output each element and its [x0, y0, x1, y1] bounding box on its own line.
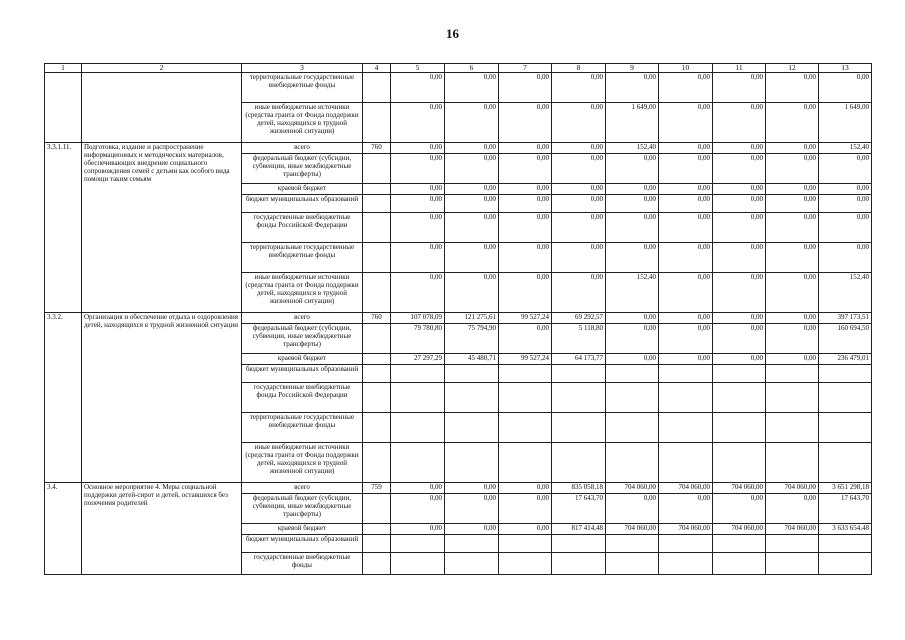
- responsible-code: [363, 273, 391, 313]
- row-code: 3.3.1.11.: [45, 143, 82, 313]
- amount-cell: [819, 553, 872, 575]
- amount-cell: 0,00: [713, 494, 766, 524]
- column-header-6: 6: [445, 64, 499, 73]
- amount-cell: 0,00: [606, 213, 659, 243]
- amount-cell: 0,00: [659, 313, 713, 324]
- amount-cell: 0,00: [499, 154, 552, 184]
- table-row: [45, 143, 872, 154]
- amount-cell: 0,00: [659, 143, 713, 154]
- amount-cell: 152,40: [606, 143, 659, 154]
- amount-cell: 0,00: [819, 213, 872, 243]
- amount-cell: 0,00: [391, 243, 445, 273]
- amount-cell: 0,00: [552, 273, 606, 313]
- column-header-11: 11: [713, 64, 766, 73]
- amount-cell: 0,00: [445, 143, 499, 154]
- responsible-code: [363, 184, 391, 195]
- funding-source: краевой бюджет: [242, 524, 363, 535]
- amount-cell: 0,00: [659, 243, 713, 273]
- column-header-4: 4: [363, 64, 391, 73]
- amount-cell: 0,00: [766, 103, 819, 143]
- amount-cell: [606, 535, 659, 553]
- row-activity-name: Основное мероприятие 4. Меры социальной поддержки детей-сирот и детей, оставшихся без попечения родителей: [82, 483, 242, 575]
- amount-cell: [499, 535, 552, 553]
- amount-cell: 0,00: [391, 143, 445, 154]
- amount-cell: 69 292,57: [552, 313, 606, 324]
- amount-cell: [445, 365, 499, 383]
- amount-cell: 704 060,00: [713, 524, 766, 535]
- amount-cell: 0,00: [606, 354, 659, 365]
- budget-table: [44, 63, 872, 575]
- amount-cell: 0,00: [659, 494, 713, 524]
- amount-cell: 3 651 298,18: [819, 483, 872, 494]
- amount-cell: 0,00: [499, 483, 552, 494]
- amount-cell: [819, 413, 872, 443]
- amount-cell: 704 060,00: [766, 524, 819, 535]
- responsible-code: [363, 383, 391, 413]
- column-header-12: 12: [766, 64, 819, 73]
- amount-cell: 0,00: [713, 324, 766, 354]
- amount-cell: 0,00: [552, 143, 606, 154]
- amount-cell: [606, 553, 659, 575]
- funding-source: государственные внебюджетные фонды Российской Федерации: [242, 213, 363, 243]
- responsible-code: [363, 553, 391, 575]
- amount-cell: 45 480,71: [445, 354, 499, 365]
- amount-cell: [713, 383, 766, 413]
- amount-cell: [552, 383, 606, 413]
- amount-cell: 0,00: [713, 243, 766, 273]
- amount-cell: 0,00: [499, 273, 552, 313]
- amount-cell: 0,00: [766, 184, 819, 195]
- amount-cell: 0,00: [766, 324, 819, 354]
- amount-cell: 0,00: [552, 154, 606, 184]
- amount-cell: 5 118,80: [552, 324, 606, 354]
- amount-cell: 0,00: [659, 103, 713, 143]
- responsible-code: [363, 195, 391, 213]
- amount-cell: [766, 383, 819, 413]
- amount-cell: 0,00: [606, 243, 659, 273]
- amount-cell: [552, 553, 606, 575]
- amount-cell: [659, 535, 713, 553]
- responsible-code: 760: [363, 143, 391, 154]
- amount-cell: 0,00: [445, 483, 499, 494]
- amount-cell: [819, 535, 872, 553]
- amount-cell: 0,00: [713, 273, 766, 313]
- amount-cell: [713, 553, 766, 575]
- amount-cell: 0,00: [391, 524, 445, 535]
- amount-cell: 79 780,80: [391, 324, 445, 354]
- amount-cell: [766, 365, 819, 383]
- amount-cell: 0,00: [766, 243, 819, 273]
- amount-cell: 0,00: [552, 184, 606, 195]
- amount-cell: 160 694,50: [819, 324, 872, 354]
- amount-cell: 0,00: [766, 313, 819, 324]
- row-code: 3.3.2.: [45, 313, 82, 483]
- amount-cell: 0,00: [713, 313, 766, 324]
- amount-cell: [445, 535, 499, 553]
- amount-cell: 0,00: [445, 103, 499, 143]
- amount-cell: 0,00: [766, 143, 819, 154]
- amount-cell: 64 173,77: [552, 354, 606, 365]
- amount-cell: [659, 443, 713, 483]
- column-header-7: 7: [499, 64, 552, 73]
- amount-cell: 0,00: [499, 213, 552, 243]
- column-header-9: 9: [606, 64, 659, 73]
- amount-cell: 0,00: [391, 184, 445, 195]
- funding-source: территориальные государственные внебюджетные фонды: [242, 243, 363, 273]
- amount-cell: 0,00: [499, 103, 552, 143]
- amount-cell: 0,00: [659, 213, 713, 243]
- funding-source: федеральный бюджет (субсидии, субвенции, иные межбюджетные трансферты): [242, 154, 363, 184]
- amount-cell: [552, 443, 606, 483]
- amount-cell: 0,00: [606, 324, 659, 354]
- row-activity-name: Организация и обеспечение отдыха и оздоровления детей, находящихся в трудной жизненной ситуации: [82, 313, 242, 483]
- amount-cell: 3 633 654,48: [819, 524, 872, 535]
- amount-cell: [606, 365, 659, 383]
- amount-cell: 99 527,24: [499, 313, 552, 324]
- amount-cell: 0,00: [445, 213, 499, 243]
- amount-cell: 0,00: [819, 243, 872, 273]
- amount-cell: 704 060,00: [659, 524, 713, 535]
- funding-source: всего: [242, 483, 363, 494]
- column-header-5: 5: [391, 64, 445, 73]
- amount-cell: 397 173,51: [819, 313, 872, 324]
- responsible-code: [363, 535, 391, 553]
- responsible-code: [363, 103, 391, 143]
- amount-cell: [713, 413, 766, 443]
- funding-source: краевой бюджет: [242, 184, 363, 195]
- column-header-13: 13: [819, 64, 872, 73]
- amount-cell: [766, 535, 819, 553]
- amount-cell: [819, 383, 872, 413]
- amount-cell: 0,00: [819, 154, 872, 184]
- amount-cell: 835 058,18: [552, 483, 606, 494]
- amount-cell: 0,00: [713, 184, 766, 195]
- amount-cell: [819, 443, 872, 483]
- amount-cell: 0,00: [445, 195, 499, 213]
- page-number: 16: [446, 26, 459, 41]
- amount-cell: [606, 413, 659, 443]
- amount-cell: 152,40: [819, 273, 872, 313]
- amount-cell: 0,00: [552, 213, 606, 243]
- amount-cell: 0,00: [713, 354, 766, 365]
- funding-source: федеральный бюджет (субсидии, субвенции, иные межбюджетные трансферты): [242, 494, 363, 524]
- amount-cell: 0,00: [713, 103, 766, 143]
- amount-cell: 0,00: [445, 243, 499, 273]
- amount-cell: 0,00: [499, 195, 552, 213]
- responsible-code: 760: [363, 313, 391, 324]
- responsible-code: 759: [363, 483, 391, 494]
- amount-cell: 1 649,00: [819, 103, 872, 143]
- amount-cell: [499, 443, 552, 483]
- amount-cell: [445, 413, 499, 443]
- amount-cell: 0,00: [499, 494, 552, 524]
- amount-cell: [713, 365, 766, 383]
- funding-source: государственные внебюджетные фонды Российской Федерации: [242, 383, 363, 413]
- funding-source: иные внебюджетные источники (средства гранта от Фонда поддержки детей, находящихся в трудной жизненной ситуации): [242, 273, 363, 313]
- funding-source: федеральный бюджет (субсидии, субвенции, иные межбюджетные трансферты): [242, 324, 363, 354]
- amount-cell: 0,00: [391, 273, 445, 313]
- amount-cell: 0,00: [445, 184, 499, 195]
- funding-source: всего: [242, 143, 363, 154]
- amount-cell: 0,00: [659, 195, 713, 213]
- amount-cell: 121 275,61: [445, 313, 499, 324]
- amount-cell: [713, 535, 766, 553]
- amount-cell: 0,00: [499, 184, 552, 195]
- amount-cell: 0,00: [606, 494, 659, 524]
- row-activity-name: [82, 73, 242, 143]
- amount-cell: 0,00: [819, 195, 872, 213]
- amount-cell: [552, 365, 606, 383]
- amount-cell: 0,00: [659, 184, 713, 195]
- responsible-code: [363, 365, 391, 383]
- amount-cell: 0,00: [659, 73, 713, 103]
- amount-cell: 27 297,29: [391, 354, 445, 365]
- amount-cell: 0,00: [391, 103, 445, 143]
- amount-cell: 0,00: [552, 103, 606, 143]
- amount-cell: 0,00: [713, 143, 766, 154]
- amount-cell: [659, 413, 713, 443]
- amount-cell: 17 643,70: [552, 494, 606, 524]
- funding-source: бюджет муниципальных образований: [242, 195, 363, 213]
- amount-cell: [659, 365, 713, 383]
- responsible-code: [363, 324, 391, 354]
- amount-cell: [391, 413, 445, 443]
- amount-cell: [713, 443, 766, 483]
- amount-cell: [499, 365, 552, 383]
- amount-cell: 0,00: [659, 154, 713, 184]
- amount-cell: 704 060,00: [659, 483, 713, 494]
- amount-cell: 0,00: [819, 184, 872, 195]
- amount-cell: 0,00: [552, 195, 606, 213]
- column-header-3: 3: [242, 64, 363, 73]
- amount-cell: 0,00: [766, 213, 819, 243]
- amount-cell: 0,00: [499, 243, 552, 273]
- amount-cell: 0,00: [766, 494, 819, 524]
- funding-source: иные внебюджетные источники (средства гранта от Фонда поддержки детей, находящихся в трудной жизненной ситуации): [242, 443, 363, 483]
- column-header-10: 10: [659, 64, 713, 73]
- funding-source: бюджет муниципальных образований: [242, 535, 363, 553]
- amount-cell: 0,00: [552, 243, 606, 273]
- amount-cell: 0,00: [499, 324, 552, 354]
- amount-cell: 0,00: [391, 154, 445, 184]
- amount-cell: 0,00: [766, 354, 819, 365]
- amount-cell: 75 794,90: [445, 324, 499, 354]
- amount-cell: 0,00: [445, 154, 499, 184]
- amount-cell: 0,00: [766, 195, 819, 213]
- amount-cell: [766, 443, 819, 483]
- amount-cell: 17 643,70: [819, 494, 872, 524]
- amount-cell: [659, 383, 713, 413]
- amount-cell: 0,00: [713, 154, 766, 184]
- amount-cell: [445, 553, 499, 575]
- amount-cell: 0,00: [445, 73, 499, 103]
- amount-cell: 0,00: [391, 483, 445, 494]
- amount-cell: 0,00: [391, 213, 445, 243]
- amount-cell: [819, 365, 872, 383]
- row-code: 3.4.: [45, 483, 82, 575]
- amount-cell: 0,00: [713, 195, 766, 213]
- amount-cell: [552, 535, 606, 553]
- responsible-code: [363, 154, 391, 184]
- amount-cell: 0,00: [391, 494, 445, 524]
- amount-cell: 704 060,00: [606, 524, 659, 535]
- amount-cell: [445, 383, 499, 413]
- funding-source: территориальные государственные внебюджетные фонды: [242, 73, 363, 103]
- amount-cell: [766, 413, 819, 443]
- amount-cell: 0,00: [445, 524, 499, 535]
- table-row: [45, 73, 872, 103]
- amount-cell: 0,00: [606, 195, 659, 213]
- responsible-code: [363, 354, 391, 365]
- column-header-2: 2: [82, 64, 242, 73]
- amount-cell: 152,40: [606, 273, 659, 313]
- row-code: [45, 73, 82, 143]
- amount-cell: 0,00: [766, 154, 819, 184]
- amount-cell: [766, 553, 819, 575]
- amount-cell: 0,00: [713, 73, 766, 103]
- column-header-8: 8: [552, 64, 606, 73]
- amount-cell: 704 060,00: [606, 483, 659, 494]
- amount-cell: 0,00: [445, 273, 499, 313]
- amount-cell: [606, 383, 659, 413]
- funding-source: государственные внебюджетные фонды: [242, 553, 363, 575]
- amount-cell: 99 527,24: [499, 354, 552, 365]
- responsible-code: [363, 494, 391, 524]
- amount-cell: 0,00: [766, 73, 819, 103]
- amount-cell: 1 649,00: [606, 103, 659, 143]
- amount-cell: 0,00: [445, 494, 499, 524]
- responsible-code: [363, 443, 391, 483]
- responsible-code: [363, 213, 391, 243]
- responsible-code: [363, 243, 391, 273]
- amount-cell: 0,00: [659, 273, 713, 313]
- amount-cell: [499, 383, 552, 413]
- amount-cell: [391, 553, 445, 575]
- amount-cell: 0,00: [499, 143, 552, 154]
- amount-cell: [391, 365, 445, 383]
- amount-cell: 0,00: [606, 184, 659, 195]
- amount-cell: [499, 413, 552, 443]
- responsible-code: [363, 73, 391, 103]
- amount-cell: 0,00: [659, 354, 713, 365]
- table-row: [45, 313, 872, 324]
- amount-cell: 817 414,48: [552, 524, 606, 535]
- amount-cell: 704 060,00: [713, 483, 766, 494]
- amount-cell: 0,00: [606, 73, 659, 103]
- amount-cell: 107 078,09: [391, 313, 445, 324]
- row-activity-name: Подготовка, издание и распространение информационных и методических материалов, обеспечивающих внедрение социального сопровождения семей с детьми как особого вида помощи таким семьям: [82, 143, 242, 313]
- amount-cell: 0,00: [659, 324, 713, 354]
- funding-source: территориальные государственные внебюджетные фонды: [242, 413, 363, 443]
- column-header-1: 1: [45, 64, 82, 73]
- amount-cell: [445, 443, 499, 483]
- amount-cell: 0,00: [766, 273, 819, 313]
- header-row: [45, 64, 872, 73]
- responsible-code: [363, 413, 391, 443]
- amount-cell: [659, 553, 713, 575]
- table-row: [45, 483, 872, 494]
- amount-cell: [391, 535, 445, 553]
- amount-cell: 0,00: [499, 73, 552, 103]
- funding-source: иные внебюджетные источники (средства гранта от Фонда поддержки детей, находящихся в трудной жизненной ситуации): [242, 103, 363, 143]
- amount-cell: 0,00: [391, 195, 445, 213]
- amount-cell: 704 060,00: [766, 483, 819, 494]
- amount-cell: 0,00: [606, 154, 659, 184]
- funding-source: бюджет муниципальных образований: [242, 365, 363, 383]
- responsible-code: [363, 524, 391, 535]
- amount-cell: 0,00: [499, 524, 552, 535]
- amount-cell: 0,00: [391, 73, 445, 103]
- amount-cell: 236 479,01: [819, 354, 872, 365]
- amount-cell: [606, 443, 659, 483]
- amount-cell: [552, 413, 606, 443]
- funding-source: краевой бюджет: [242, 354, 363, 365]
- amount-cell: [391, 443, 445, 483]
- amount-cell: 0,00: [552, 73, 606, 103]
- amount-cell: 0,00: [606, 313, 659, 324]
- amount-cell: [499, 553, 552, 575]
- funding-source: всего: [242, 313, 363, 324]
- amount-cell: [391, 383, 445, 413]
- amount-cell: 0,00: [713, 213, 766, 243]
- amount-cell: 152,40: [819, 143, 872, 154]
- amount-cell: 0,00: [819, 73, 872, 103]
